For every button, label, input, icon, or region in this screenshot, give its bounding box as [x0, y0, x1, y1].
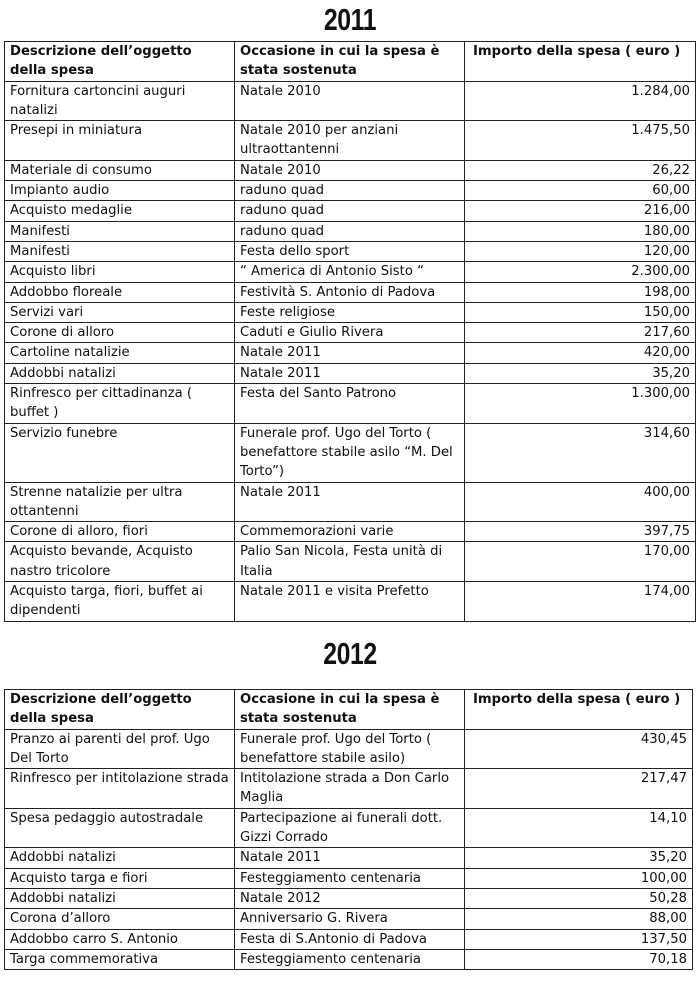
- cell-amount: 35,20: [465, 848, 693, 868]
- cell-occasion: Partecipazione ai funerali dott. Gizzi Corrado: [235, 808, 465, 848]
- table-row: [5, 542, 696, 582]
- cell-occasion: Festività S. Antonio di Padova: [235, 282, 465, 302]
- cell-description: Corona d’alloro: [5, 909, 235, 929]
- cell-occasion: Commemorazioni varie: [235, 522, 465, 542]
- cell-description: Servizio funebre: [5, 423, 235, 482]
- cell-occasion: Funerale prof. Ugo del Torto ( benefattore stabile asilo “M. Del Torto”): [235, 423, 465, 482]
- table-row: [5, 121, 696, 161]
- cell-amount: 14,10: [465, 808, 693, 848]
- cell-amount: 217,47: [465, 769, 693, 809]
- cell-description: Addobbi natalizi: [5, 888, 235, 908]
- cell-amount: 60,00: [465, 181, 696, 201]
- cell-amount: 2.300,00: [465, 262, 696, 282]
- cell-amount: 314,60: [465, 423, 696, 482]
- cell-occasion: Anniversario G. Rivera: [235, 909, 465, 929]
- cell-description: Rinfresco per intitolazione strada: [5, 769, 235, 809]
- cell-description: Servizi vari: [5, 302, 235, 322]
- cell-description: Addobbi natalizi: [5, 848, 235, 868]
- cell-description: Rinfresco per cittadinanza ( buffet ): [5, 384, 235, 424]
- table-row: [5, 909, 693, 929]
- cell-description: Presepi in miniatura: [5, 121, 235, 161]
- cell-amount: 150,00: [465, 302, 696, 322]
- cell-occasion: “ America di Antonio Sisto “: [235, 262, 465, 282]
- cell-occasion: raduno quad: [235, 221, 465, 241]
- table-row: [5, 282, 696, 302]
- table-header-row: [5, 690, 693, 730]
- cell-description: Materiale di consumo: [5, 160, 235, 180]
- cell-amount: 26,22: [465, 160, 696, 180]
- cell-description: Corone di alloro, fiori: [5, 522, 235, 542]
- cell-occasion: Festa del Santo Patrono: [235, 384, 465, 424]
- cell-occasion: Natale 2010: [235, 81, 465, 121]
- cell-occasion: Natale 2011: [235, 343, 465, 363]
- cell-description: Addobbi natalizi: [5, 363, 235, 383]
- cell-amount: 120,00: [465, 241, 696, 261]
- cell-description: Acquisto libri: [5, 262, 235, 282]
- cell-description: Acquisto medaglie: [5, 201, 235, 221]
- cell-description: Fornitura cartoncini auguri natalizi: [5, 81, 235, 121]
- table-row: [5, 929, 693, 949]
- year-heading-2011: 2011: [323, 2, 377, 37]
- header-description: Descrizione dell’oggetto della spesa: [5, 42, 235, 82]
- header-occasion: Occasione in cui la spesa è stata sostenuta: [235, 690, 465, 730]
- cell-occasion: Natale 2011 e visita Prefetto: [235, 582, 465, 622]
- cell-description: Impianto audio: [5, 181, 235, 201]
- table-row: [5, 949, 693, 969]
- table-row: [5, 384, 696, 424]
- cell-amount: 216,00: [465, 201, 696, 221]
- table-row: [5, 302, 696, 322]
- cell-occasion: Festeggiamento centenaria: [235, 868, 465, 888]
- cell-occasion: raduno quad: [235, 201, 465, 221]
- cell-description: Cartoline natalizie: [5, 343, 235, 363]
- table-row: [5, 241, 696, 261]
- table-row: [5, 769, 693, 809]
- table-row: [5, 582, 696, 622]
- header-amount: Importo della spesa ( euro ): [465, 42, 696, 82]
- cell-amount: 198,00: [465, 282, 696, 302]
- table-header-row: [5, 42, 696, 82]
- cell-amount: 100,00: [465, 868, 693, 888]
- expense-table-2011: [4, 41, 696, 622]
- cell-amount: 180,00: [465, 221, 696, 241]
- table-row: [5, 423, 696, 482]
- table-row: [5, 848, 693, 868]
- cell-amount: 1.475,50: [465, 121, 696, 161]
- table-row: [5, 181, 696, 201]
- cell-occasion: Natale 2010 per anziani ultraottantenni: [235, 121, 465, 161]
- cell-occasion: Palio San Nicola, Festa unità di Italia: [235, 542, 465, 582]
- table-row: [5, 160, 696, 180]
- table-row: [5, 482, 696, 522]
- cell-amount: 70,18: [465, 949, 693, 969]
- table-row: [5, 221, 696, 241]
- table-row: [5, 888, 693, 908]
- header-description: Descrizione dell’oggetto della spesa: [5, 690, 235, 730]
- cell-description: Corone di alloro: [5, 323, 235, 343]
- cell-description: Acquisto bevande, Acquisto nastro tricolore: [5, 542, 235, 582]
- cell-occasion: Festeggiamento centenaria: [235, 949, 465, 969]
- cell-amount: 170,00: [465, 542, 696, 582]
- cell-occasion: Caduti e Giulio Rivera: [235, 323, 465, 343]
- cell-description: Manifesti: [5, 221, 235, 241]
- cell-occasion: raduno quad: [235, 181, 465, 201]
- cell-amount: 430,45: [465, 729, 693, 769]
- cell-description: Acquisto targa e fiori: [5, 868, 235, 888]
- expense-table-2012: [4, 689, 693, 970]
- year-heading-2012: 2012: [323, 636, 377, 671]
- cell-occasion: Intitolazione strada a Don Carlo Maglia: [235, 769, 465, 809]
- cell-amount: 137,50: [465, 929, 693, 949]
- table-row: [5, 81, 696, 121]
- cell-description: Manifesti: [5, 241, 235, 261]
- table-row: [5, 343, 696, 363]
- cell-amount: 35,20: [465, 363, 696, 383]
- cell-description: Acquisto targa, fiori, buffet ai dipendenti: [5, 582, 235, 622]
- cell-amount: 88,00: [465, 909, 693, 929]
- cell-occasion: Natale 2011: [235, 848, 465, 868]
- cell-occasion: Natale 2010: [235, 160, 465, 180]
- cell-description: Strenne natalizie per ultra ottantenni: [5, 482, 235, 522]
- cell-amount: 217,60: [465, 323, 696, 343]
- cell-amount: 1.300,00: [465, 384, 696, 424]
- cell-amount: 397,75: [465, 522, 696, 542]
- cell-description: Addobbo carro S. Antonio: [5, 929, 235, 949]
- header-amount: Importo della spesa ( euro ): [465, 690, 693, 730]
- cell-description: Targa commemorativa: [5, 949, 235, 969]
- cell-occasion: Festa dello sport: [235, 241, 465, 261]
- cell-amount: 1.284,00: [465, 81, 696, 121]
- header-occasion: Occasione in cui la spesa è stata sostenuta: [235, 42, 465, 82]
- table-row: [5, 729, 693, 769]
- table-row: [5, 201, 696, 221]
- cell-occasion: Natale 2011: [235, 363, 465, 383]
- cell-occasion: Feste religiose: [235, 302, 465, 322]
- cell-occasion: Natale 2011: [235, 482, 465, 522]
- cell-description: Addobbo floreale: [5, 282, 235, 302]
- table-row: [5, 323, 696, 343]
- table-row: [5, 808, 693, 848]
- cell-description: Spesa pedaggio autostradale: [5, 808, 235, 848]
- cell-amount: 420,00: [465, 343, 696, 363]
- cell-occasion: Funerale prof. Ugo del Torto ( benefattore stabile asilo): [235, 729, 465, 769]
- cell-occasion: Natale 2012: [235, 888, 465, 908]
- cell-amount: 400,00: [465, 482, 696, 522]
- cell-occasion: Festa di S.Antonio di Padova: [235, 929, 465, 949]
- cell-description: Pranzo ai parenti del prof. Ugo Del Torto: [5, 729, 235, 769]
- table-row: [5, 868, 693, 888]
- table-row: [5, 262, 696, 282]
- table-row: [5, 363, 696, 383]
- table-row: [5, 522, 696, 542]
- cell-amount: 174,00: [465, 582, 696, 622]
- cell-amount: 50,28: [465, 888, 693, 908]
